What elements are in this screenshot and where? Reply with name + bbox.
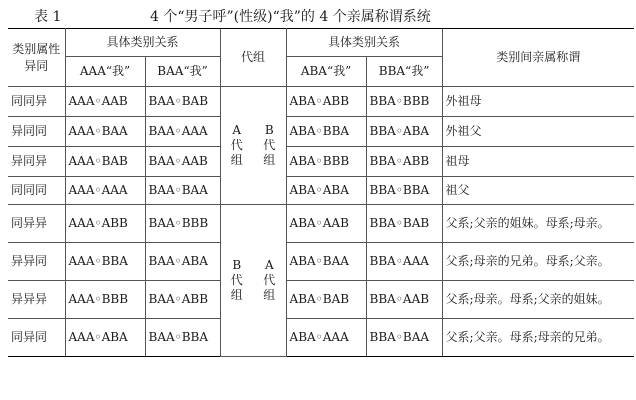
kin-term-cell: 父系;母亲的兄弟。母系;父亲。 xyxy=(442,243,634,281)
baa-cell: BAA◦BBA xyxy=(145,319,220,357)
generation-char: A xyxy=(232,123,242,137)
generation-char: 组 xyxy=(263,153,276,167)
col-aaa-header: AAA“我” xyxy=(65,57,145,87)
generation-char: A xyxy=(264,258,274,272)
kin-term-cell: 外祖母 xyxy=(442,87,634,117)
bba-cell: BBA◦ABA xyxy=(366,117,442,147)
category-cell: 同异同 xyxy=(8,319,65,357)
category-cell: 同同异 xyxy=(8,87,65,117)
specific-left-header: 具体类别关系 xyxy=(65,29,220,57)
kin-term-cell: 外祖父 xyxy=(442,117,634,147)
aba-cell: ABA◦BAB xyxy=(286,281,366,319)
table-row xyxy=(8,205,634,243)
table-label: 表 1 xyxy=(34,9,62,25)
col-aba-header: ABA“我” xyxy=(286,57,366,87)
aba-cell: ABA◦ABB xyxy=(286,87,366,117)
bba-cell: BBA◦AAA xyxy=(366,243,442,281)
specific-right-header: 具体类别关系 xyxy=(286,29,442,57)
generation-char: 组 xyxy=(263,288,276,302)
generation-inner-a xyxy=(253,205,286,357)
generation-outer-a xyxy=(220,87,253,205)
bba-cell: BBA◦AAB xyxy=(366,281,442,319)
aaa-cell: AAA◦ABB xyxy=(65,205,145,243)
baa-cell: BAA◦BAB xyxy=(145,87,220,117)
aaa-cell: AAA◦AAB xyxy=(65,87,145,117)
kin-term-cell: 父系;父亲的姐妹。母系;母亲。 xyxy=(442,205,634,243)
generation-char: 组 xyxy=(230,288,243,302)
generation-char: 代 xyxy=(263,273,276,287)
kin-terms-header: 类别间亲属称谓 xyxy=(442,29,634,87)
baa-cell: BAA◦BBB xyxy=(145,205,220,243)
col-bba-header: BBA“我” xyxy=(366,57,442,87)
baa-cell: BAA◦BAA xyxy=(145,177,220,205)
kin-term-cell: 祖父 xyxy=(442,177,634,205)
aaa-cell: AAA◦ABA xyxy=(65,319,145,357)
bba-cell: BBA◦BAB xyxy=(366,205,442,243)
generation-char: 代 xyxy=(263,138,276,152)
generation-outer-b xyxy=(220,205,253,357)
category-cell: 异同同 xyxy=(8,117,65,147)
table-row xyxy=(8,177,634,205)
table-row xyxy=(8,117,634,147)
aaa-cell: AAA◦AAA xyxy=(65,177,145,205)
generation-char: B xyxy=(264,123,274,137)
baa-cell: BAA◦AAA xyxy=(145,117,220,147)
generation-header: 代组 xyxy=(220,29,286,87)
bba-cell: BBA◦BAA xyxy=(366,319,442,357)
aaa-cell: AAA◦BBA xyxy=(65,243,145,281)
aba-cell: ABA◦AAB xyxy=(286,205,366,243)
category-header: 类别属性异同 xyxy=(8,29,65,87)
table-row xyxy=(8,243,634,281)
table-row xyxy=(8,87,634,117)
aaa-cell: AAA◦BBB xyxy=(65,281,145,319)
kinship-table xyxy=(8,28,634,357)
table-row xyxy=(8,281,634,319)
aba-cell: ABA◦ABA xyxy=(286,177,366,205)
generation-char: 代 xyxy=(230,138,243,152)
table-title: 4 个“男子呼”(性级)“我”的 4 个亲属称谓系统 xyxy=(150,9,431,25)
category-cell: 异异同 xyxy=(8,243,65,281)
category-cell: 异异异 xyxy=(8,281,65,319)
baa-cell: BAA◦ABB xyxy=(145,281,220,319)
generation-char: B xyxy=(232,258,242,272)
category-cell: 同异异 xyxy=(8,205,65,243)
table-caption xyxy=(0,0,636,28)
col-baa-header: BAA“我” xyxy=(145,57,220,87)
baa-cell: BAA◦ABA xyxy=(145,243,220,281)
aaa-cell: AAA◦BAA xyxy=(65,117,145,147)
category-cell: 异同异 xyxy=(8,147,65,177)
bba-cell: BBA◦BBA xyxy=(366,177,442,205)
generation-char: 组 xyxy=(230,153,243,167)
kin-term-cell: 父系;母亲。母系;父亲的姐妹。 xyxy=(442,281,634,319)
baa-cell: BAA◦AAB xyxy=(145,147,220,177)
bba-cell: BBA◦ABB xyxy=(366,147,442,177)
generation-inner-b xyxy=(253,87,286,205)
aba-cell: ABA◦BBB xyxy=(286,147,366,177)
bba-cell: BBA◦BBB xyxy=(366,87,442,117)
table-row xyxy=(8,147,634,177)
category-cell: 同同同 xyxy=(8,177,65,205)
aaa-cell: AAA◦BAB xyxy=(65,147,145,177)
generation-char: 代 xyxy=(230,273,243,287)
kin-term-cell: 祖母 xyxy=(442,147,634,177)
aba-cell: ABA◦BAA xyxy=(286,243,366,281)
table-row xyxy=(8,319,634,357)
kin-term-cell: 父系;父亲。母系;母亲的兄弟。 xyxy=(442,319,634,357)
header-row-1 xyxy=(8,29,634,57)
aba-cell: ABA◦BBA xyxy=(286,117,366,147)
aba-cell: ABA◦AAA xyxy=(286,319,366,357)
